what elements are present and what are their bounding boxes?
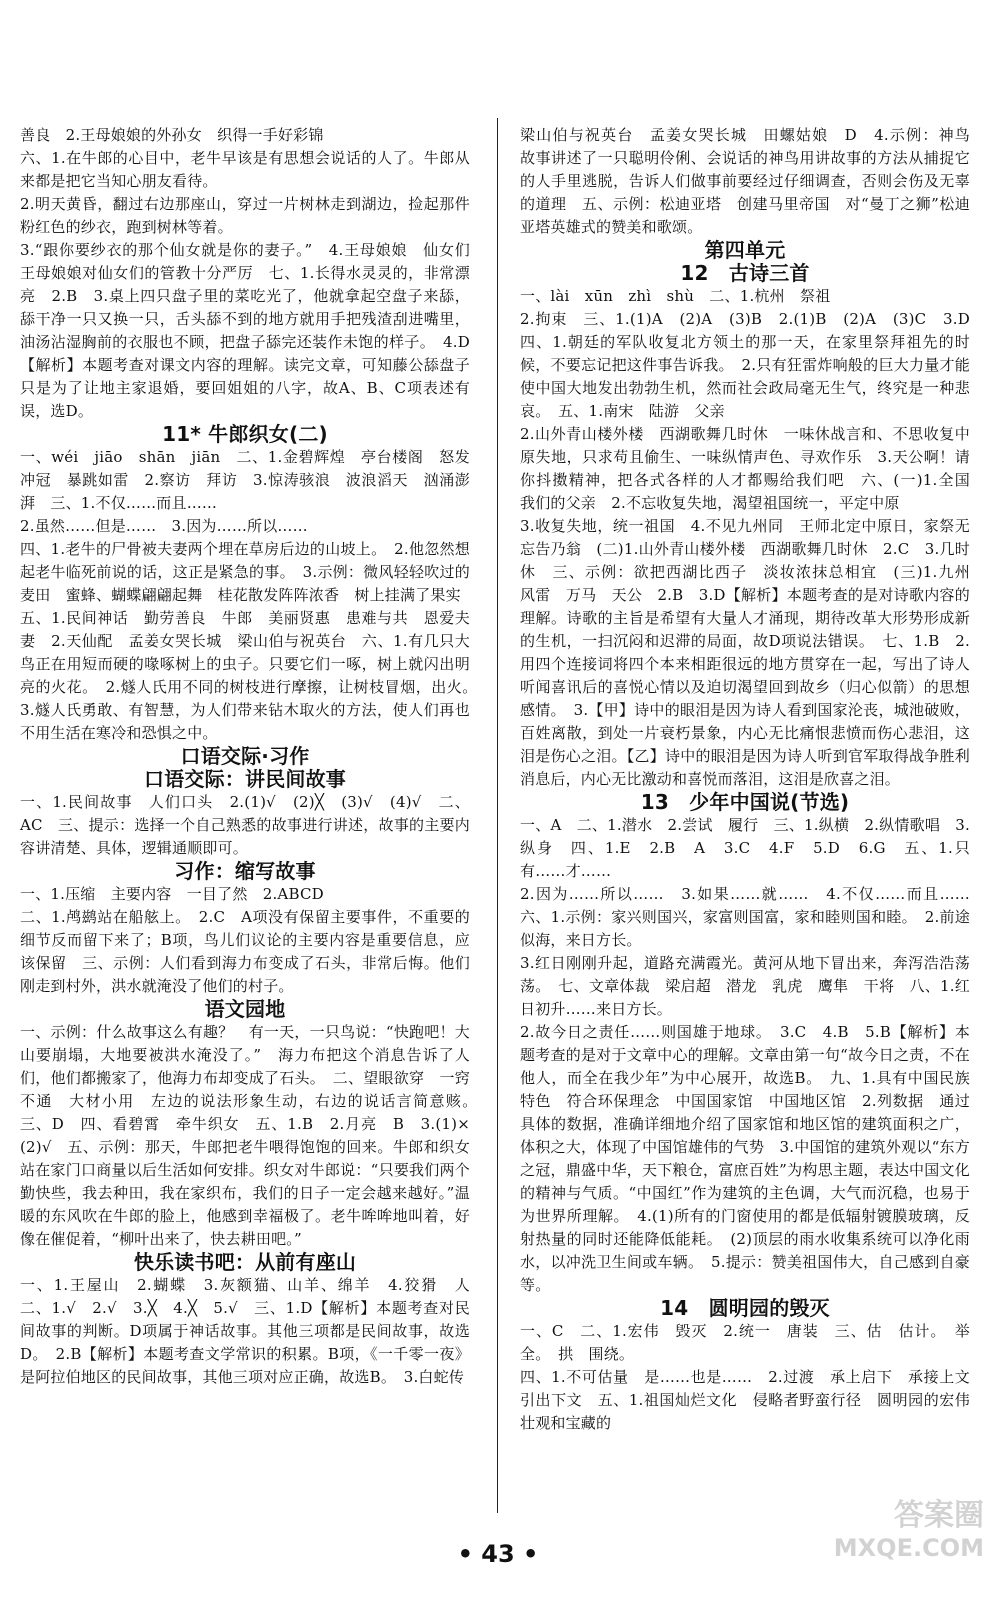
section-heading: 语文园地 <box>204 997 286 1021</box>
answer-paragraph: 善良 2.王母娘娘的外孙女 织得一手好彩锦 <box>20 126 324 144</box>
answer-paragraph: 一、C 二、1.宏伟 毁灭 2.统一 唐装 三、估 估计。 举 全。 拱 围绕。 <box>520 1322 986 1363</box>
answer-paragraph: 2.故今日之责任……则国雄于地球。 3.C 4.B 5.B【解析】本题考查的是对于文章中心的理解。文章由第一句“故今日之责，不在他人，而全在我少年”为中心展开，故选B。 九、1.具有中国民族特色 符合环保理念 中国国家馆 中国地区馆 2.列数据 通过具体的数据，准确详细地介绍了国家馆和地区馆的建筑面积之广，体积之大，体现了中国馆雄伟的气势 3.中国馆的建筑外观以“东方之冠，鼎盛中华，天下粮仓，富庶百姓”为构思主题，表达中国文化的精神与气质。“中国红”作为建筑的主色调，大气而沉稳，也易于为世界所理解。 4.(1)所有的门窗使用的都是低辐射镀膜玻璃，反射热量的同时还能降低能耗。 (2)顶层的雨水收集系统可以净化雨水，以冲洗卫生间或车辆。 5.提示：赞美祖国伟大，自己感到自豪等。 <box>520 1023 970 1294</box>
section-heading: 口语交际：讲民间故事 <box>144 767 346 791</box>
answer-paragraph: 五、1.民间神话 勤劳善良 牛郎 美丽贤惠 患难与共 恩爱夫妻 2.天仙配 孟姜女哭长城 梁山伯与祝英台 六、1.有几只大鸟正在用短而硬的喙啄树上的虫子。只要它们一啄，树上就闪出明亮的火花。 2.燧人氏用不同的树枝进行摩擦，让树枝冒烟，出火。 3.燧人氏勇敢、有智慧，为人们带来钻木取火的方法，使人们再也不用生活在寒冷和恐惧之中。 <box>20 609 486 742</box>
answer-paragraph: 2.山外青山楼外楼 西湖歌舞几时休 一味休战言和、不思收复中原失地，只求苟且偷生、一味纵情声色、寻欢作乐 3.天公啊！请你抖擞精神，把各式各样的人才都赐给我们吧 六、(一)1.全国 我们的父亲 2.不忘收复失地，渴望祖国统一，平定中原 <box>520 425 986 512</box>
answer-paragraph: 四、1.不可估量 是……也是…… 2.过渡 承上启下 承接上文 引出下文 五、1.祖国灿烂文化 侵略者野蛮行径 圆明园的宏伟壮观和宝藏的 <box>520 1368 986 1432</box>
answer-paragraph: 四、1.老牛的尸骨被夫妻两个埋在草房后边的山坡上。 2.他忽然想起老牛临死前说的话，这正是紧急的事。 3.示例：微风轻轻吹过的麦田 蜜蜂、蝴蝶翩翩起舞 桂花散发阵阵浓香 树上挂满了果实 <box>20 540 470 604</box>
answer-paragraph: 一、1.压缩 主要内容 一目了然 2.ABCD <box>20 885 324 903</box>
answer-paragraph: 2.因为……所以…… 3.如果……就…… 4.不仅……而且…… 六、1.示例：家兴则国兴，家富则国富，家和睦则国和睦。 2.前途似海，来日方长。 <box>520 885 986 949</box>
section-heading: 14 圆明园的毁灭 <box>660 1296 830 1320</box>
section-heading: 13 少年中国说(节选) <box>640 790 850 814</box>
answer-paragraph: 一、示例：什么故事这么有趣？ 有一天，一只鸟说：“快跑吧！大山要崩塌，大地要被洪水淹没了。” 海力布把这个消息告诉了人们，他们都搬家了，他海力布却变成了石头。 二、望眼欲穿 一窍不通 大材小用 左边的说法形象生动，右边的说话言简意赅。 三、D 四、看碧霄 牵牛织女 五、1.B 2.月亮 B 3.(1)× (2)√ 五、示例：那天，牛郎把老牛喂得饱饱的回来。牛郎和织女站在家门口商量以后生活如何安排。织女对牛郎说：“只要我们两个勤快些，我去种田，我在家织布，我们的日子一定会越来越好。”温暖的东风吹在牛郎的脸上，他感到幸福极了。老牛哞哞地叫着，好像在催促着，“柳叶出来了，快去耕田吧。” <box>20 1023 486 1248</box>
answer-paragraph: 一、1.王屋山 2.蝴蝶 3.灰额猫、山羊、绵羊 4.狡猾 人 二、1.√ 2.√ 3.╳ 4.╳ 5.√ 三、1.D【解析】本题考查对民间故事的判断。D项属于神话故事。其他三项都是民间故事，故选D。 2.B【解析】本题考查文学常识的积累。B项，《一千零一夜》是阿拉伯地区的民间故事，其他三项对应正确，故选B。 3.白蛇传 <box>20 1276 486 1386</box>
watermark-logo <box>834 1500 984 1564</box>
answer-paragraph: 梁山伯与祝英台 孟姜女哭长城 田螺姑娘 D 4.示例：神鸟 故事讲述了一只聪明伶俐、会说话的神鸟用讲故事的方法从捕捉它的人手里逃脱，告诉人们做事前要经过仔细调查，否则会伤及无辜的道理 五、示例：松迪亚塔 创建马里帝国 对“曼丁之狮”松迪亚塔英雄式的赞美和歌颂。 <box>520 126 986 236</box>
right-column <box>520 124 986 1435</box>
section-heading: 第四单元 <box>704 238 786 262</box>
watermark-line1: 答案圈 <box>894 1498 984 1533</box>
page-number: • 43 • <box>457 1540 539 1568</box>
answer-paragraph: 3.红日刚刚升起，道路充满霞光。黄河从地下冒出来，奔泻浩浩荡荡。 七、文章体裁 梁启超 潜龙 乳虎 鹰隼 干将 八、1.红日初升……来日方长。 <box>520 954 970 1018</box>
answer-paragraph: 2.明天黄昏，翻过右边那座山，穿过一片树林走到湖边，捡起那件粉红色的纱衣，跑到树林等着。 <box>20 195 470 236</box>
answer-paragraph: 2.虽然……但是…… 3.因为……所以…… <box>20 517 308 535</box>
answer-paragraph: 一、lài xūn zhì shù 二、1.杭州 祭祖 <box>520 287 831 305</box>
answer-paragraph: 3.“跟你要纱衣的那个仙女就是你的妻子。” 4.王母娘娘 仙女们 王母娘娘对仙女们的管教十分严厉 七、1.长得水灵灵的，非常漂亮 2.B 3.桌上四只盘子里的菜吃光了，他就拿起空盘子来舔，舔干净一只又换一只，舌头舔不到的地方就用手把残渣刮进嘴里，油汤沾湿胸前的衣服也不顾，把盘子舔完还装作未饱的样子。 4.D【解析】本题考查对课文内容的理解。读完文章，可知藤公舔盘子只是为了让地主家退婚，要回姐姐的八字，故A、B、C项表述有误，选D。 <box>20 241 486 420</box>
answer-paragraph: 一、wéi jiāo shān jiān 二、1.金碧辉煌 亭台楼阁 怒发冲冠 暴跳如雷 2.察访 拜访 3.惊涛骇浪 波浪滔天 汹涌澎湃 三、1.不仅……而且…… <box>20 448 470 512</box>
section-heading: 习作：缩写故事 <box>174 859 316 883</box>
section-heading: 快乐读书吧：从前有座山 <box>133 1250 357 1274</box>
column-divider <box>497 118 498 1513</box>
answer-paragraph: 六、1.在牛郎的心目中，老牛早该是有思想会说话的人了。牛郎从来都是把它当知心朋友看待。 <box>20 149 470 190</box>
answer-paragraph: 3.收复失地，统一祖国 4.不见九州同 王师北定中原日，家祭无忘告乃翁 (二)1.山外青山楼外楼 西湖歌舞几时休 2.C 3.几时休 三、示例：欲把西湖比西子 淡妆浓抹总相宜 (三)1.九州 风雷 万马 天公 2.B 3.D【解析】本题考查的是对诗歌内容的理解。诗歌的主旨是希望有大量人才涌现，期待改革大形势形成新的生机，一扫沉闷和迟滞的局面，故D项说法错误。 七、1.B 2.用四个连接词将四个本来相距很远的地方贯穿在一起，写出了诗人听闻喜讯后的喜悦心情以及迫切渴望回到故乡（归心似箭）的思想感情。 3.【甲】诗中的眼泪是因为诗人看到国家沦丧，城池破败，百姓离散，到处一片衰朽景象，内心无比痛恨悲愤而伤心悲泪，这泪是伤心之泪。【乙】诗中的眼泪是因为诗人听到官军取得战争胜利消息后，内心无比激动和喜悦而落泪，这泪是欣喜之泪。 <box>520 517 986 788</box>
answer-paragraph: 2.拘束 三、1.(1)A (2)A (3)B 2.(1)B (2)A (3)C 3.D 四、1.朝廷的军队收复北方领土的那一天，在家里祭拜祖先的时候，不要忘记把这件事告诉我。 2.只有狂雷炸响般的巨大力量才能使中国大地发出勃勃生机，然而社会政局毫无生气，终究是一种悲哀。 五、1.南宋 陆游 父亲 <box>520 310 986 420</box>
answer-paragraph: 一、A 二、1.潜水 2.尝试 履行 三、1.纵横 2.纵情歌唱 3.纵身 四、1.E 2.B A 3.C 4.F 5.D 6.G 五、1.只有……才…… <box>520 816 970 880</box>
section-heading: 11* 牛郎织女(二) <box>162 422 328 446</box>
watermark-line2: MXQE.COM <box>833 1534 984 1562</box>
answer-paragraph: 二、1.鸬鹚站在船舷上。 2.C A项没有保留主要事件，不重要的细节反而留下来了；B项，鸟儿们议论的主要内容是重要信息，应该保留 三、示例：人们看到海力布变成了石头，非常后悔。他们刚走到村外，洪水就淹没了他们的村子。 <box>20 908 470 995</box>
answer-paragraph: 一、1.民间故事 人们口头 2.(1)√ (2)╳ (3)√ (4)√ 二、AC 三、提示：选择一个自己熟悉的故事进行讲述，故事的主要内容讲清楚、具体，逻辑通顺即可。 <box>20 793 470 857</box>
left-column <box>20 124 486 1389</box>
section-heading: 12 古诗三首 <box>680 261 810 285</box>
section-heading: 口语交际·习作 <box>180 744 310 768</box>
